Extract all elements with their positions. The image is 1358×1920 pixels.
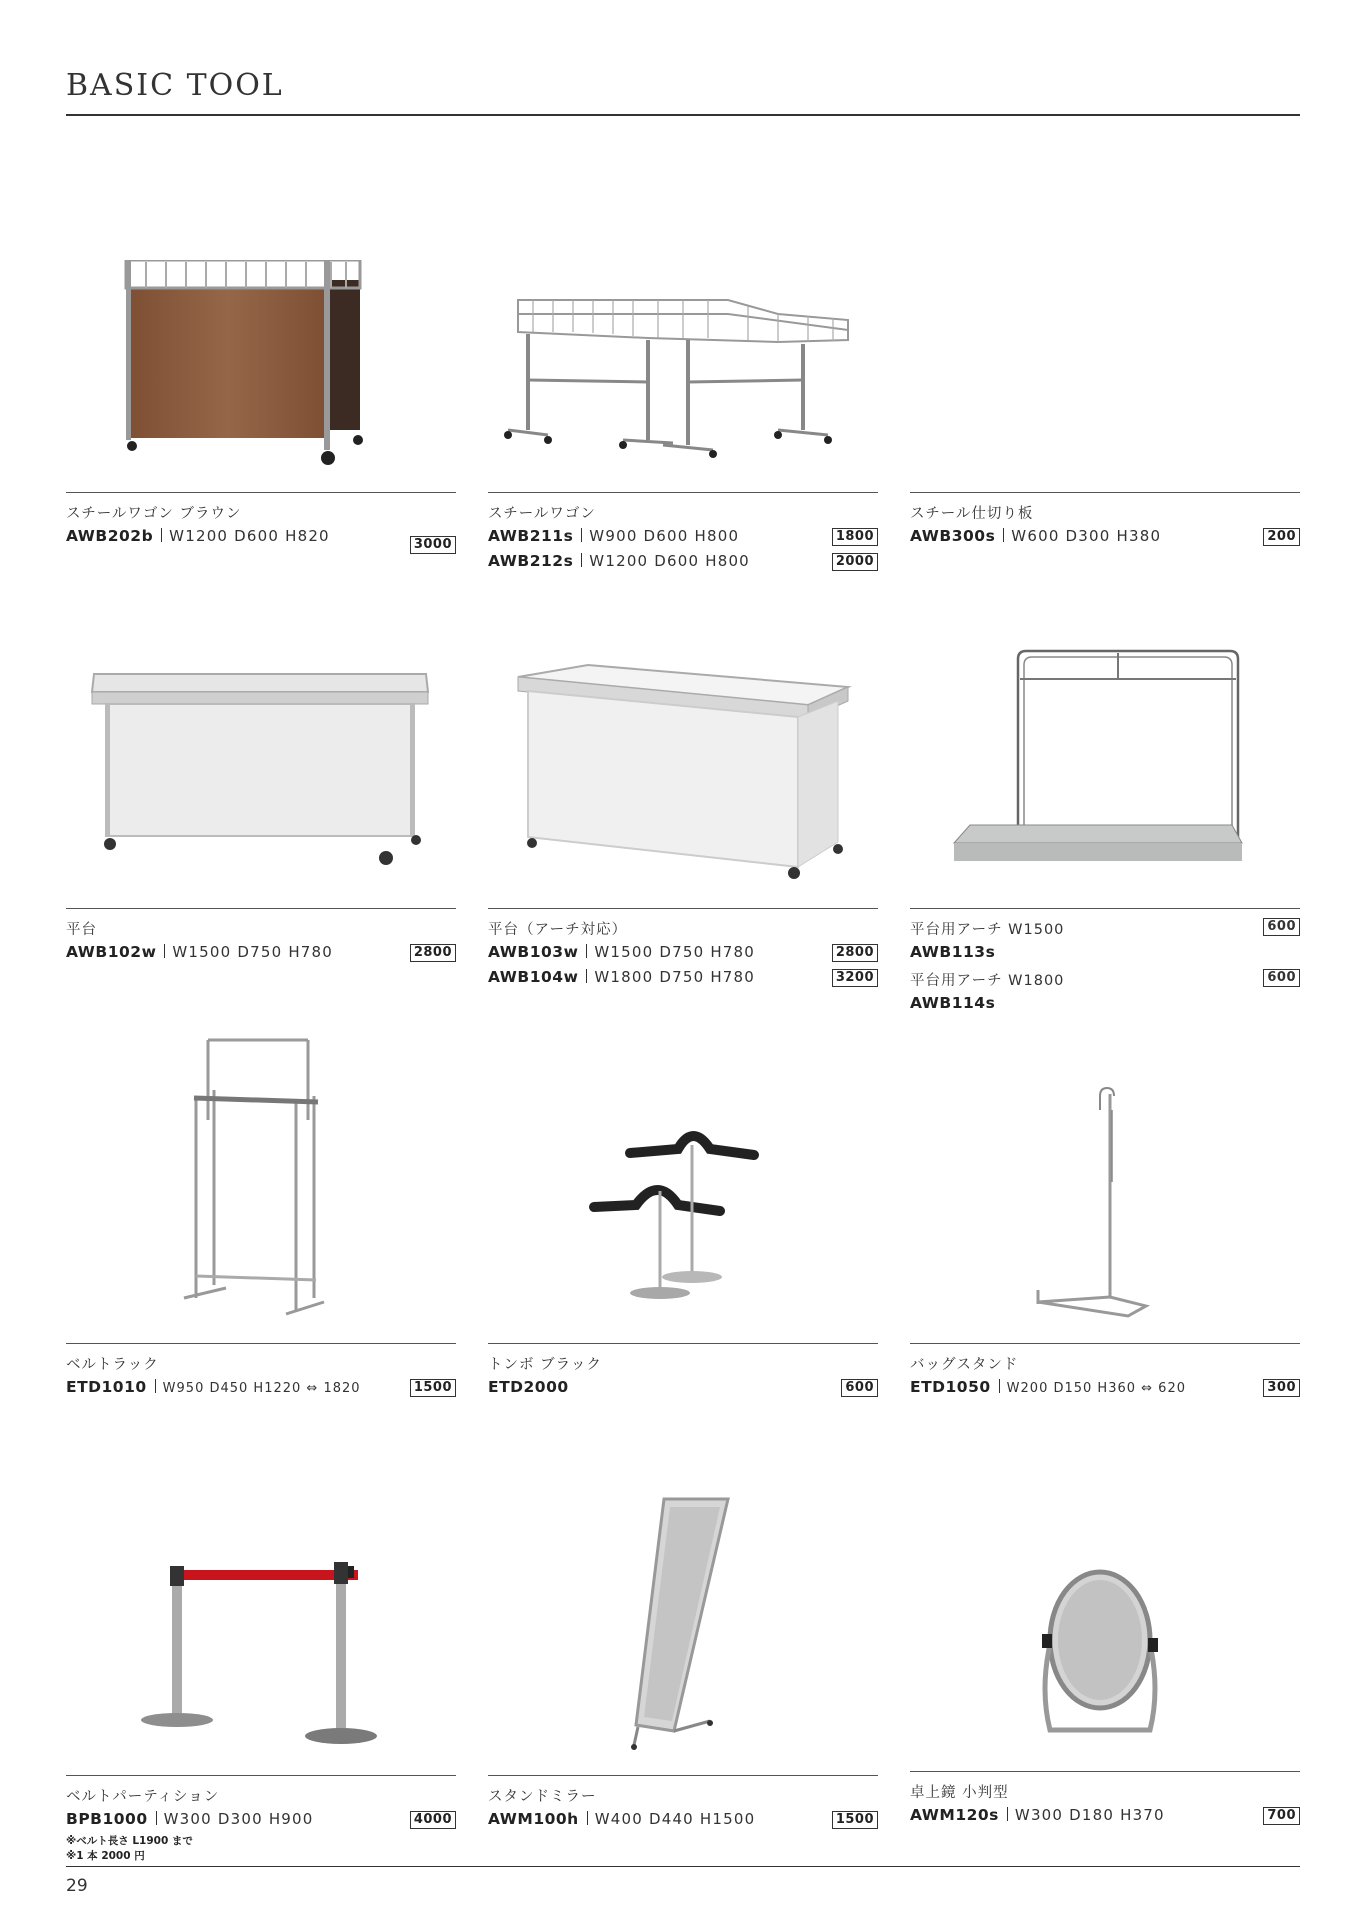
separator: [161, 528, 162, 542]
price-badge: 200: [1263, 528, 1300, 546]
product-divider: [910, 908, 1300, 909]
product-image-steel-wagon-brown: [66, 260, 456, 480]
product-code: AWB103w: [488, 943, 579, 961]
price-badge: 3200: [832, 969, 878, 987]
product-dimensions: W300 D300 H900: [163, 1810, 314, 1828]
product-code: BPB1000: [66, 1810, 148, 1828]
separator: [155, 1379, 156, 1393]
product-name: 平台: [66, 922, 97, 938]
product-name: スチールワゴン ブラウン: [66, 506, 242, 522]
product-divider: [488, 492, 878, 493]
product-divider: [488, 1775, 878, 1776]
product-name: スチールワゴン: [488, 506, 596, 522]
product-dimensions: W200 D150 H360 ⇔ 620: [1006, 1381, 1186, 1396]
product-code: AWB211s: [488, 527, 574, 545]
separator: [164, 944, 165, 958]
separator: [1003, 528, 1004, 542]
product-divider: [66, 1343, 456, 1344]
separator: [586, 944, 587, 958]
product-dimensions: W400 D440 H1500: [594, 1810, 756, 1828]
product-divider: [66, 492, 456, 493]
product-divider: [488, 1343, 878, 1344]
header-divider: [66, 114, 1300, 116]
product-code: AWB212s: [488, 552, 574, 570]
product-code: AWM100h: [488, 1810, 579, 1828]
separator: [156, 1811, 157, 1825]
product-divider: [910, 1771, 1300, 1772]
price-badge: 2000: [832, 553, 878, 571]
separator: [581, 528, 582, 542]
product-name: トンボ ブラック: [488, 1357, 602, 1373]
product-divider: [66, 1775, 456, 1776]
product-divider: [488, 908, 878, 909]
product-name: 平台（アーチ対応）: [488, 922, 628, 938]
product-image-flat-table-arch: [488, 657, 878, 887]
price-badge: 4000: [410, 1811, 456, 1829]
product-image-belt-partition: [66, 1560, 456, 1760]
price-badge: 2800: [832, 944, 878, 962]
product-name: 卓上鏡 小判型: [910, 1785, 1009, 1801]
product-dimensions: W300 D180 H370: [1014, 1806, 1165, 1824]
page-title: BASIC TOOL: [66, 68, 284, 103]
separator: [1007, 1807, 1008, 1821]
price-badge: 300: [1263, 1379, 1300, 1397]
price-badge: 1500: [832, 1811, 878, 1829]
price-badge: 600: [1263, 969, 1300, 987]
product-name: スチール仕切り板: [910, 506, 1034, 522]
product-code: ETD2000: [488, 1378, 569, 1396]
product-name: 平台用アーチ W1800 600: [910, 969, 1300, 993]
product-code: AWB114s: [910, 994, 996, 1012]
price-badge: 600: [1263, 918, 1300, 936]
product-image-stand-mirror: [488, 1495, 878, 1765]
separator: [587, 1811, 588, 1825]
product-divider: [66, 908, 456, 909]
price-badge: 3000: [410, 536, 456, 554]
product-code: AWB102w: [66, 943, 157, 961]
product-note: ※ベルト長さ L1900 まで: [66, 1835, 193, 1847]
product-divider: [910, 1343, 1300, 1344]
separator: [581, 553, 582, 567]
product-image-table-mirror: [910, 1560, 1300, 1760]
product-dimensions: W950 D450 H1220 ⇔ 1820: [162, 1381, 361, 1396]
product-dimensions: W1500 D750 H780: [172, 943, 334, 961]
product-name: 平台用アーチ W1500 600: [910, 918, 1300, 942]
product-code: AWM120s: [910, 1806, 999, 1824]
product-image-steel-wagon: [488, 290, 878, 470]
product-name: ベルトパーティション: [66, 1789, 220, 1805]
product-code: AWB104w: [488, 968, 579, 986]
product-dimensions: W900 D600 H800: [589, 527, 740, 545]
price-badge: 2800: [410, 944, 456, 962]
product-code: ETD1050: [910, 1378, 991, 1396]
product-image-bag-stand: [910, 1082, 1300, 1322]
price-badge: 600: [841, 1379, 878, 1397]
product-code: ETD1010: [66, 1378, 147, 1396]
product-dimensions: W1200 D600 H800: [589, 552, 750, 570]
product-name: スタンドミラー: [488, 1789, 597, 1805]
product-image-belt-rack: [66, 1030, 456, 1320]
product-name: バッグスタンド: [910, 1357, 1019, 1373]
product-code: AWB113s: [910, 943, 996, 961]
price-badge: 1500: [410, 1379, 456, 1397]
product-code: AWB300s: [910, 527, 996, 545]
product-dimensions: W1500 D750 H780: [594, 943, 756, 961]
product-dimensions: W600 D300 H380: [1011, 527, 1162, 545]
product-code: AWB202b: [66, 527, 154, 545]
price-badge: 1800: [832, 528, 878, 546]
product-note: ※1 本 2000 円: [66, 1850, 145, 1862]
price-badge: 700: [1263, 1807, 1300, 1825]
product-dimensions: W1200 D600 H820: [169, 527, 330, 545]
separator: [586, 969, 587, 983]
product-name: ベルトラック: [66, 1357, 159, 1373]
page-number: 29: [66, 1876, 88, 1896]
footer-divider: [66, 1866, 1300, 1867]
separator: [999, 1379, 1000, 1393]
product-divider: [910, 492, 1300, 493]
product-dimensions: W1800 D750 H780: [594, 968, 756, 986]
product-image-table-arch: [910, 647, 1300, 882]
product-image-flat-table: [66, 662, 456, 882]
product-image-tonbo-hanger: [488, 1115, 878, 1315]
